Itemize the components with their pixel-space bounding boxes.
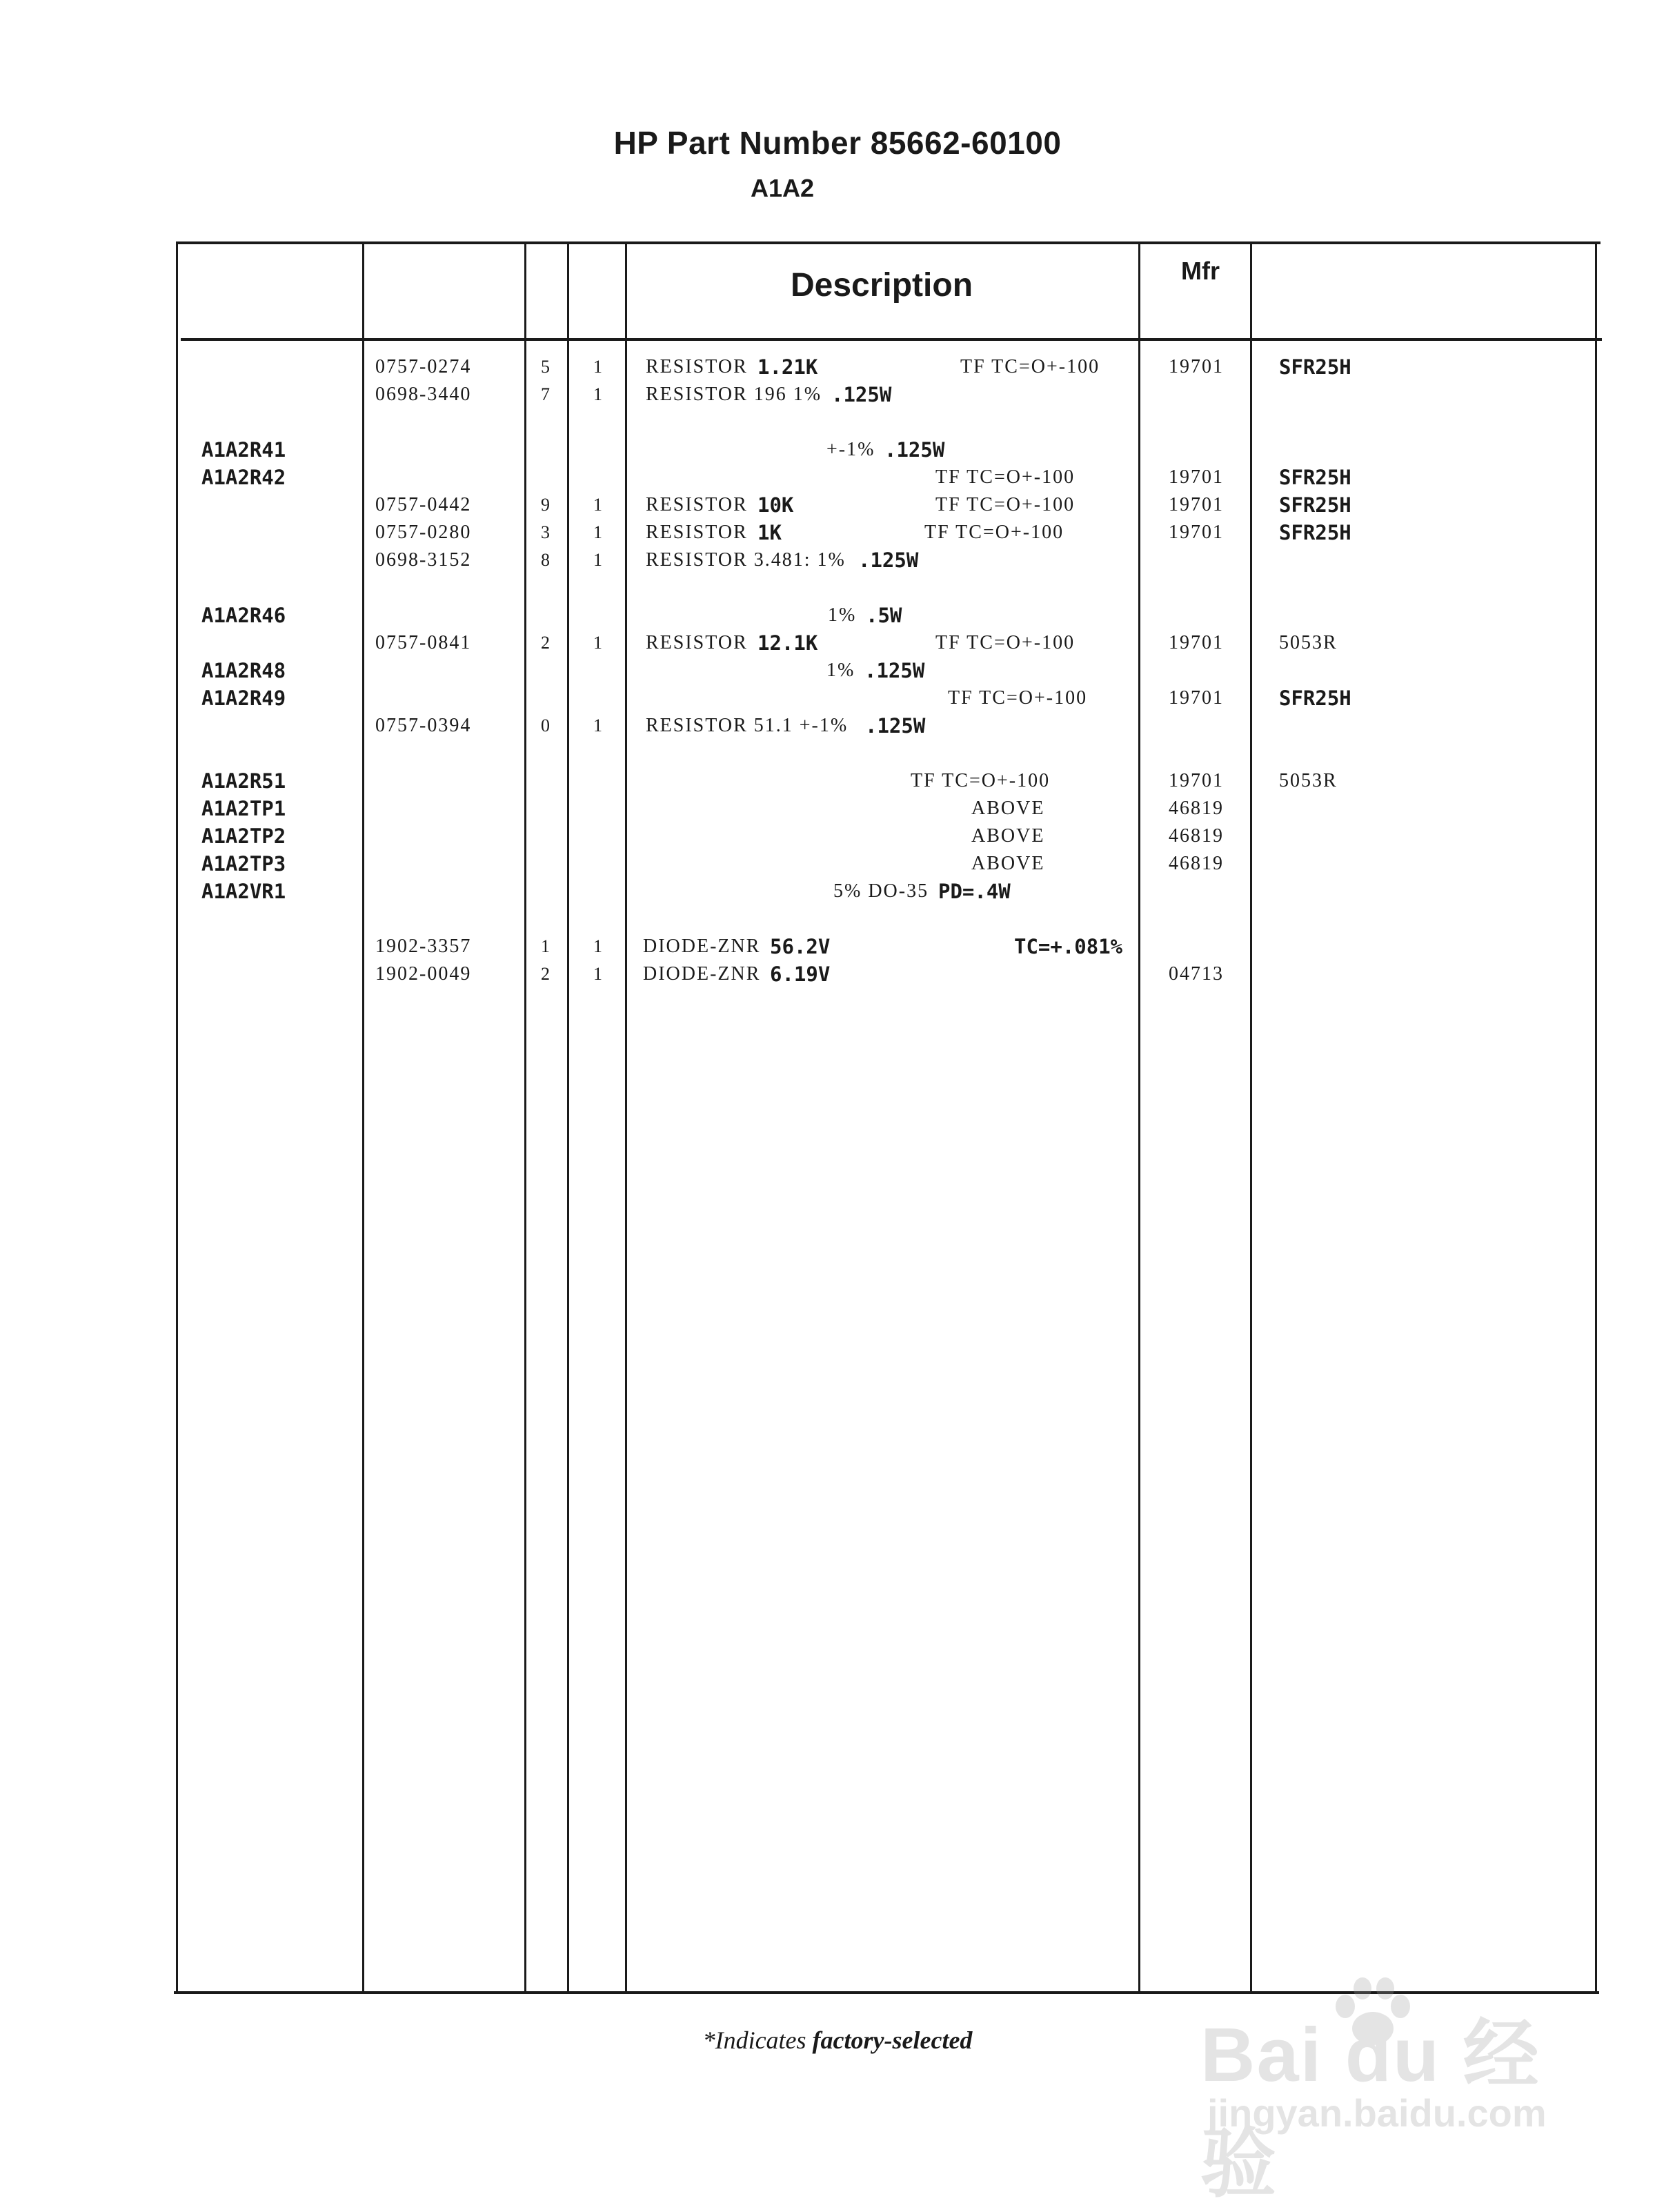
reference-designator: A1A2R49: [201, 687, 286, 710]
check-digit: 5: [541, 357, 550, 377]
reference-designator: A1A2TP1: [201, 797, 286, 820]
description-value: 1K: [757, 521, 782, 544]
watermark-brand: Bai du 经验: [1200, 2013, 1540, 2206]
hp-part-number: 1902-3357: [375, 936, 472, 957]
table-top-border: [178, 241, 1600, 244]
mfr-code: 19701: [1169, 687, 1224, 709]
watermark-url: jingyan.baidu.com: [1207, 2091, 1547, 2135]
mfr-code: 46819: [1169, 853, 1224, 874]
description-text: RESISTOR 196 1%: [646, 384, 822, 405]
hp-part-number: 0757-0841: [375, 632, 472, 653]
column-header-mfr: Mfr: [1181, 257, 1220, 285]
reference-designator: A1A2R42: [201, 466, 286, 489]
mfr-part-number: SFR25H: [1279, 521, 1351, 544]
description-text: RESISTOR 51.1 +-1%: [646, 715, 849, 736]
mfr-code: 19701: [1169, 494, 1224, 515]
mfr-part-number: SFR25H: [1279, 687, 1351, 710]
description-text: DIODE-ZNR: [643, 963, 761, 985]
check-digit: 2: [541, 964, 550, 984]
check-digit: 3: [541, 522, 550, 542]
description-text: 1%: [826, 660, 855, 681]
mfr-part-number: 5053R: [1279, 632, 1338, 653]
description-text: RESISTOR 3.481: 1%: [646, 549, 846, 571]
col-border-5: [1138, 244, 1140, 1993]
hp-part-number: 0698-3152: [375, 549, 472, 571]
hp-part-number: 0757-0274: [375, 356, 472, 377]
description-value: 10K: [757, 493, 794, 517]
description-value: .125W: [858, 549, 919, 572]
description-text: +-1%: [826, 439, 875, 460]
quantity: 1: [593, 715, 602, 735]
quantity: 1: [593, 495, 602, 515]
col-border-0: [176, 241, 178, 1994]
hp-part-number: 1902-0049: [375, 963, 472, 985]
check-digit: 8: [541, 550, 550, 570]
mfr-code: 19701: [1169, 632, 1224, 653]
hp-part-number: 0757-0394: [375, 715, 472, 736]
reference-designator: A1A2VR1: [201, 880, 286, 903]
reference-designator: A1A2TP3: [201, 852, 286, 876]
description-text: RESISTOR: [646, 494, 748, 515]
description-spec: ABOVE: [971, 825, 1045, 847]
mfr-code: 19701: [1169, 770, 1224, 791]
reference-designator: A1A2R41: [201, 438, 286, 462]
footer-prefix: *Indicates: [702, 2026, 806, 2054]
col-border-7: [1595, 241, 1597, 1994]
quantity: 1: [593, 633, 602, 653]
description-value: PD=.4W: [938, 880, 1011, 903]
check-digit: 0: [541, 715, 550, 735]
col-border-2: [524, 244, 526, 1993]
reference-designator: A1A2TP2: [201, 824, 286, 848]
reference-designator: A1A2R48: [201, 659, 286, 682]
description-value: .125W: [865, 714, 926, 738]
col-border-6: [1250, 244, 1252, 1993]
hp-part-number: 0698-3440: [375, 384, 472, 405]
description-spec: ABOVE: [971, 798, 1045, 819]
description-text: 5% DO-35: [833, 880, 929, 902]
mfr-code: 46819: [1169, 825, 1224, 847]
mfr-part-number: SFR25H: [1279, 355, 1351, 379]
assembly-subtitle: A1A2: [751, 174, 815, 202]
description-text: RESISTOR: [646, 632, 748, 653]
quantity: 1: [593, 522, 602, 542]
description-value: 1.21K: [757, 355, 818, 379]
quantity: 1: [593, 550, 602, 570]
mfr-code: 46819: [1169, 798, 1224, 819]
col-border-4: [625, 244, 627, 1993]
mfr-code: 19701: [1169, 356, 1224, 377]
description-value: 12.1K: [757, 631, 818, 655]
mfr-part-number: SFR25H: [1279, 466, 1351, 489]
description-spec: TC=+.081%: [1014, 935, 1123, 958]
quantity: 1: [593, 384, 602, 404]
description-value: .5W: [866, 604, 902, 627]
quantity: 1: [593, 964, 602, 984]
check-digit: 2: [541, 633, 550, 653]
mfr-part-number: 5053R: [1279, 770, 1338, 791]
description-spec: TF TC=O+-100: [935, 466, 1076, 488]
description-text: DIODE-ZNR: [643, 936, 761, 957]
mfr-code: 19701: [1169, 522, 1224, 543]
page-title: HP Part Number 85662-60100: [613, 125, 1062, 161]
check-digit: 1: [541, 936, 550, 956]
baidu-jingyan-watermark: [1200, 1987, 1600, 2206]
reference-designator: A1A2R46: [201, 604, 286, 627]
footer-emphasis: factory-selected: [812, 2026, 973, 2054]
description-spec: TF TC=O+-100: [948, 687, 1088, 709]
hp-part-number: 0757-0442: [375, 494, 472, 515]
description-spec: TF TC=O+-100: [911, 770, 1051, 791]
check-digit: 7: [541, 384, 550, 404]
quantity: 1: [593, 936, 602, 956]
description-value: 6.19V: [770, 962, 831, 986]
description-value: .125W: [884, 438, 945, 462]
reference-designator: A1A2R51: [201, 769, 286, 793]
mfr-part-number: SFR25H: [1279, 493, 1351, 517]
description-text: 1%: [828, 604, 857, 626]
description-value: .125W: [831, 383, 892, 406]
quantity: 1: [593, 357, 602, 377]
description-spec: TF TC=O+-100: [935, 494, 1076, 515]
description-value: 56.2V: [770, 935, 831, 958]
col-border-3: [567, 244, 569, 1993]
description-spec: TF TC=O+-100: [960, 356, 1100, 377]
description-text: RESISTOR: [646, 356, 748, 377]
column-header-description: Description: [790, 267, 973, 304]
description-spec: TF TC=O+-100: [935, 632, 1076, 653]
col-border-1: [362, 244, 364, 1993]
description-value: .125W: [864, 659, 925, 682]
header-divider: [181, 338, 1602, 341]
hp-part-number: 0757-0280: [375, 522, 472, 543]
check-digit: 9: [541, 495, 550, 515]
mfr-code: 04713: [1169, 963, 1224, 985]
description-text: RESISTOR: [646, 522, 748, 543]
description-spec: TF TC=O+-100: [924, 522, 1064, 543]
description-spec: ABOVE: [971, 853, 1045, 874]
mfr-code: 19701: [1169, 466, 1224, 488]
